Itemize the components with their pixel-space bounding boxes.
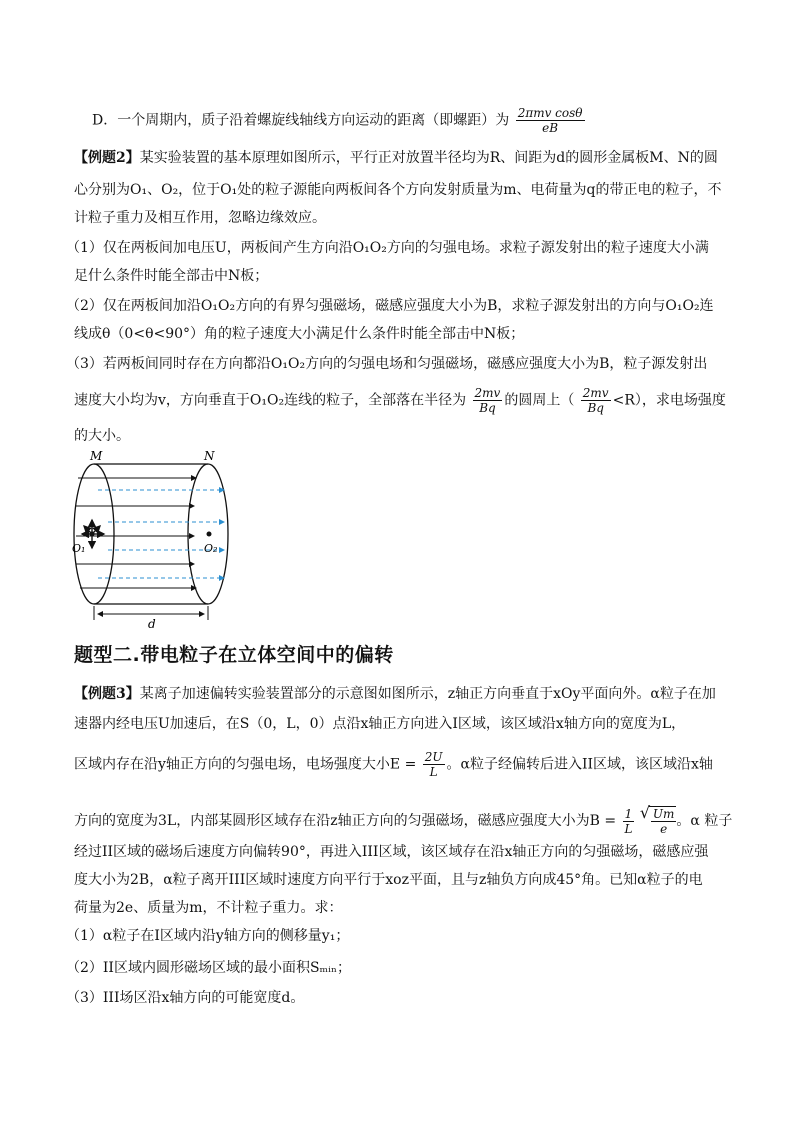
section-heading: 题型二.带电粒子在立体空间中的偏转 bbox=[74, 644, 394, 666]
radius2-den: Bq bbox=[587, 401, 604, 415]
radius-num: 2mv bbox=[474, 386, 501, 400]
b-num: 1 bbox=[623, 807, 635, 822]
radius2-num: 2mv bbox=[582, 386, 609, 400]
pitch-fraction bbox=[516, 106, 585, 135]
radius-fraction bbox=[473, 386, 503, 415]
ex2-q1b: 足什么条件时能全部击中N板； bbox=[74, 268, 269, 284]
ex3-q3: （3）III场区沿x轴方向的可能宽度d。 bbox=[66, 990, 305, 1006]
ex3-q2: （2）II区域内圆形磁场区域的最小面积Sₘᵢₙ； bbox=[66, 960, 352, 976]
ex2-tag: 【例题2】 bbox=[74, 150, 140, 166]
ex2-q2a: （2）仅在两板间加沿O₁O₂方向的有界匀强磁场，磁感应强度大小为B，求粒子源发射出的方向与O₁O₂连 bbox=[66, 298, 714, 314]
sqrt-num: √ Um bbox=[652, 807, 675, 821]
efield-num: 2U bbox=[424, 750, 443, 764]
ex3-l4-pre: 方向的宽度为3L，内部某圆形区域存在沿z轴正方向的匀强磁场，磁感应强度大小为B = bbox=[74, 813, 617, 829]
ex2-q3b-pre: 速度大小均为v，方向垂直于O₁O₂连线的粒子，全部落在半径为 bbox=[74, 392, 467, 409]
b-den: L bbox=[624, 821, 633, 836]
radius-fraction-2 bbox=[581, 386, 611, 415]
ex2-q3c: 的大小。 bbox=[74, 428, 130, 444]
ex3-line-1 bbox=[74, 684, 716, 704]
ex2-q3a: （3）若两板间同时存在方向都沿O₁O₂方向的匀强电场和匀强磁场，磁感应强度大小为B，粒子源发射出 bbox=[66, 356, 708, 372]
ex2-line-3: 计粒子重力及相互作用，忽略边缘效应。 bbox=[74, 210, 326, 226]
ex3-line-2: 速器内经电压U加速后，在S（0，L，0）点沿x轴正方向进入I区域，该区域沿x轴方向的宽度为L， bbox=[74, 716, 686, 732]
option-d bbox=[92, 106, 587, 135]
ex2-q2b: 线成θ（0<θ<90°）角的粒子速度大小满足什么条件时能全部击中N板； bbox=[74, 326, 525, 342]
ex2-q3b-post: <R），求电场强度 bbox=[612, 392, 726, 409]
ex2-q3b-mid: 的圆周上（ bbox=[504, 392, 575, 409]
ex3-line-7: 荷量为2e、质量为m，不计粒子重力。求： bbox=[74, 900, 343, 916]
ex2-text-1: 某实验装置的基本原理如图所示，平行正对放置半径均为R、间距为d的圆形金属板M、N的圆 bbox=[139, 150, 718, 166]
ex3-text-1: 某离子加速偏转实验装置部分的示意图如图所示，z轴正方向垂直于xOy平面向外。α粒子在加 bbox=[139, 686, 716, 702]
label-m: M bbox=[90, 449, 103, 463]
ex2-line-1 bbox=[74, 148, 718, 168]
label-n: N bbox=[204, 449, 215, 463]
efield-fraction bbox=[423, 750, 445, 779]
ex3-l3-pre: 区域内存在沿y轴正方向的匀强电场，电场强度大小E = bbox=[74, 756, 417, 773]
efield-den: L bbox=[429, 765, 438, 779]
ex3-line-3 bbox=[74, 750, 713, 779]
label-d: d bbox=[148, 617, 156, 628]
option-d-text: D．一个周期内，质子沿着螺旋线轴线方向运动的距离（即螺距）为 bbox=[92, 112, 510, 129]
pitch-denominator: eB bbox=[542, 121, 559, 135]
ex2-q3b bbox=[74, 386, 726, 415]
sqrt-den: e bbox=[660, 822, 668, 836]
ex3-line-5: 经过II区域的磁场后速度方向偏转90°，再进入III区域，该区域存在沿x轴正方向的匀强磁场，磁感应强 bbox=[74, 844, 709, 860]
o2-dot bbox=[207, 532, 212, 537]
ex3-tag: 【例题3】 bbox=[74, 686, 140, 702]
label-o1: O₁ bbox=[72, 542, 86, 555]
pitch-numerator: 2πmv cosθ bbox=[517, 106, 583, 120]
ex3-line-4 bbox=[74, 806, 732, 836]
cylinder-diagram bbox=[68, 448, 238, 628]
ex3-l4-post: 。α 粒子 bbox=[676, 813, 733, 829]
radius-den: Bq bbox=[479, 401, 496, 415]
b-sqrt bbox=[649, 806, 677, 836]
b-fraction bbox=[623, 807, 635, 836]
ex3-line-6: 度大小为2B，α粒子离开III区域时速度方向平行于xoz平面，且与z轴负方向成45°角。已知α粒子的电 bbox=[74, 872, 703, 888]
label-o2: O₂ bbox=[204, 542, 218, 555]
ex2-q1a: （1）仅在两板间加电压U，两板间产生方向沿O₁O₂方向的匀强电场。求粒子源发射出的粒子速度大小满 bbox=[66, 240, 709, 256]
ex3-q1: （1）α粒子在I区域内沿y轴方向的侧移量y₁； bbox=[66, 928, 350, 944]
ex3-l3-post: 。α粒子经偏转后进入II区域，该区域沿x轴 bbox=[446, 756, 713, 773]
ex2-line-2: 心分别为O₁、O₂，位于O₁处的粒子源能向两板间各个方向发射质量为m、电荷量为q的带正电的粒子，不 bbox=[74, 182, 722, 198]
